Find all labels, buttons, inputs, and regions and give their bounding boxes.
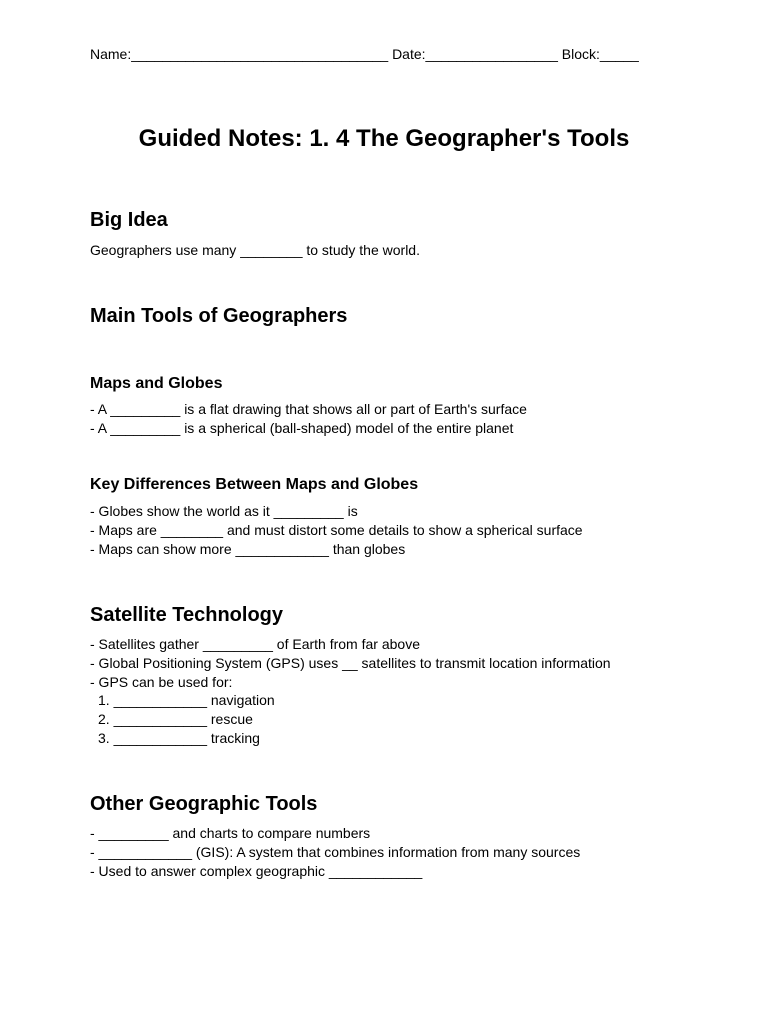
list-item: - A _________ is a flat drawing that shows all or part of Earth's surface	[90, 401, 527, 417]
satellite-list	[90, 635, 611, 692]
name-date-block-line: Name:_________________________________ Date:_________________ Block:_____	[90, 46, 639, 62]
list-item: 1. ____________ navigation	[98, 692, 275, 708]
gps-uses-list	[90, 691, 275, 748]
list-item: - Used to answer complex geographic ____________	[90, 863, 423, 879]
list-item: - GPS can be used for:	[90, 674, 233, 690]
other-tools-list	[90, 824, 580, 881]
key-differences-list	[90, 502, 583, 559]
list-item: 2. ____________ rescue	[98, 711, 253, 727]
list-item: - A _________ is a spherical (ball-shaped) model of the entire planet	[90, 420, 514, 436]
list-item: - _________ and charts to compare numbers	[90, 825, 371, 841]
maps-globes-list	[90, 400, 527, 438]
list-item: - Maps can show more ____________ than globes	[90, 541, 406, 557]
big-idea-text: Geographers use many ________ to study the world.	[90, 242, 420, 258]
document-title: Guided Notes: 1. 4 The Geographer's Tools	[138, 125, 630, 152]
key-differences-heading: Key Differences Between Maps and Globes	[90, 476, 419, 493]
list-item: - Maps are ________ and must distort some details to show a spherical surface	[90, 522, 583, 538]
maps-globes-heading: Maps and Globes	[90, 375, 223, 392]
list-item: - Globes show the world as it _________ is	[90, 503, 358, 519]
list-item: - Global Positioning System (GPS) uses __ satellites to transmit location information	[90, 655, 611, 671]
main-tools-heading: Main Tools of Geographers	[90, 305, 348, 327]
list-item: - Satellites gather _________ of Earth from far above	[90, 636, 420, 652]
satellite-heading: Satellite Technology	[90, 604, 283, 626]
other-tools-heading: Other Geographic Tools	[90, 793, 318, 815]
big-idea-heading: Big Idea	[90, 209, 168, 231]
list-item: 3. ____________ tracking	[98, 730, 260, 746]
list-item: - ____________ (GIS): A system that combines information from many sources	[90, 844, 581, 860]
